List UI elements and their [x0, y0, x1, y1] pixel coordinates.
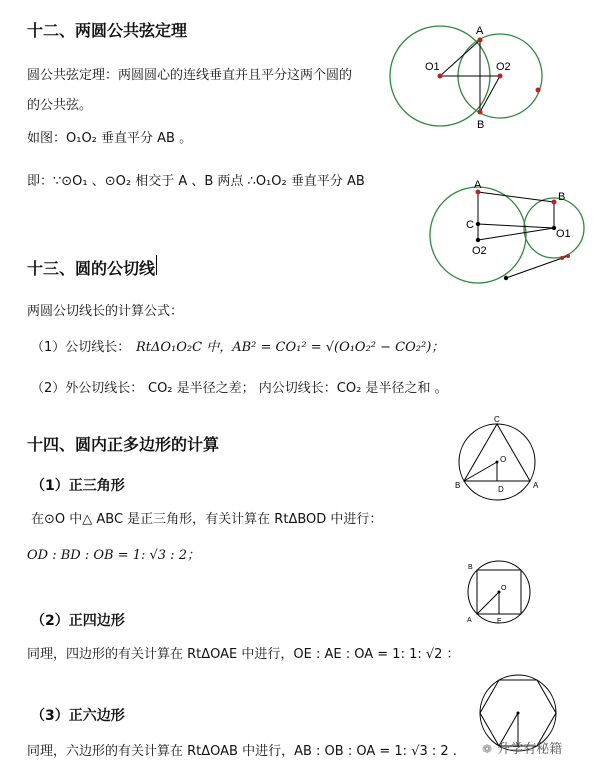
inscribed-square-figure [463, 560, 538, 630]
wechat-icon: ❁ [482, 742, 493, 756]
section-12-heading: 十二、两圆公共弦定理 [27, 21, 188, 40]
fig12-label-b: B [477, 119, 485, 131]
fig-sq-label-o: O [501, 585, 507, 592]
s14-hexagon-title: （3）正六边形 [31, 708, 125, 724]
fig13-label-c: C [466, 219, 474, 231]
section-13-heading: 十三、圆的公切线 [27, 259, 156, 278]
fig-tri-label-b: B [455, 481, 461, 490]
fig-tri-label-o: O [500, 455, 507, 464]
s14-hexagon-text: 同理，六边形的有关计算在 RtΔOAB 中进行，AB : OB : OA = 1: √3 : 2 . [27, 744, 457, 759]
fig-sq-label-b: B [468, 564, 473, 571]
fig13-label-a: A [474, 179, 482, 191]
s13-intro: 两圆公切线长的计算公式： [27, 304, 184, 319]
fig12-label-a: A [476, 25, 484, 37]
s13-item2-label: （2）外公切线长： [31, 381, 144, 396]
fig-sq-label-a: A [467, 617, 472, 624]
fig13-label-o2: O2 [472, 245, 487, 257]
s14-triangle-title: （1）正三角形 [31, 478, 125, 494]
fig12-label-o1: O1 [425, 61, 440, 73]
fig-tri-label-c: C [494, 415, 500, 424]
s12-text-line1: 圆公共弦定理：两圆圆心的连线垂直并且平分这两个圆的 [27, 68, 353, 83]
s13-item2-text: CO₂ 是半径之差； 内公切线长：CO₂ 是半径之和 。 [148, 381, 448, 396]
common-chord-figure [390, 18, 560, 133]
s14-triangle-text: 在⊙O 中△ ABC 是正三角形，有关计算在 RtΔBOD 中进行： [31, 512, 383, 527]
watermark-text: 升学有秘籍 [497, 742, 563, 757]
s12-text-line2: 的公共弦。 [27, 98, 93, 113]
s12-text-line3: 如图：O₁O₂ 垂直平分 AB 。 [27, 131, 193, 146]
section-14-heading: 十四、圆内正多边形的计算 [27, 435, 220, 454]
fig13-label-o1: O1 [556, 228, 571, 240]
fig-tri-label-a: A [533, 481, 539, 490]
common-tangent-figure [428, 180, 588, 295]
s13-item1-formula: RtΔO₁O₂C 中，AB² = CO₁² = √(O₁O₂² − CO₂²)； [136, 340, 445, 355]
fig13-label-b: B [558, 191, 566, 203]
s14-triangle-formula: OD : BD : OB = 1: √3 : 2； [27, 548, 200, 563]
watermark [482, 738, 562, 757]
s14-square-title: （2）正四边形 [31, 613, 125, 629]
fig-sq-label-e: E [497, 618, 502, 625]
s13-item1-label: （1）公切线长： [31, 340, 131, 355]
s14-square-text: 同理，四边形的有关计算在 RtΔOAE 中进行，OE : AE : OA = 1: 1: √2 ： [27, 647, 460, 662]
fig-tri-label-d: D [498, 485, 504, 494]
text-cursor [156, 255, 157, 275]
inscribed-triangle-figure [455, 415, 550, 503]
fig12-label-o2: O2 [496, 61, 511, 73]
s12-text-line4: 即：∵⊙O₁ 、⊙O₂ 相交于 A 、B 两点 ∴O₁O₂ 垂直平分 AB [27, 174, 365, 189]
